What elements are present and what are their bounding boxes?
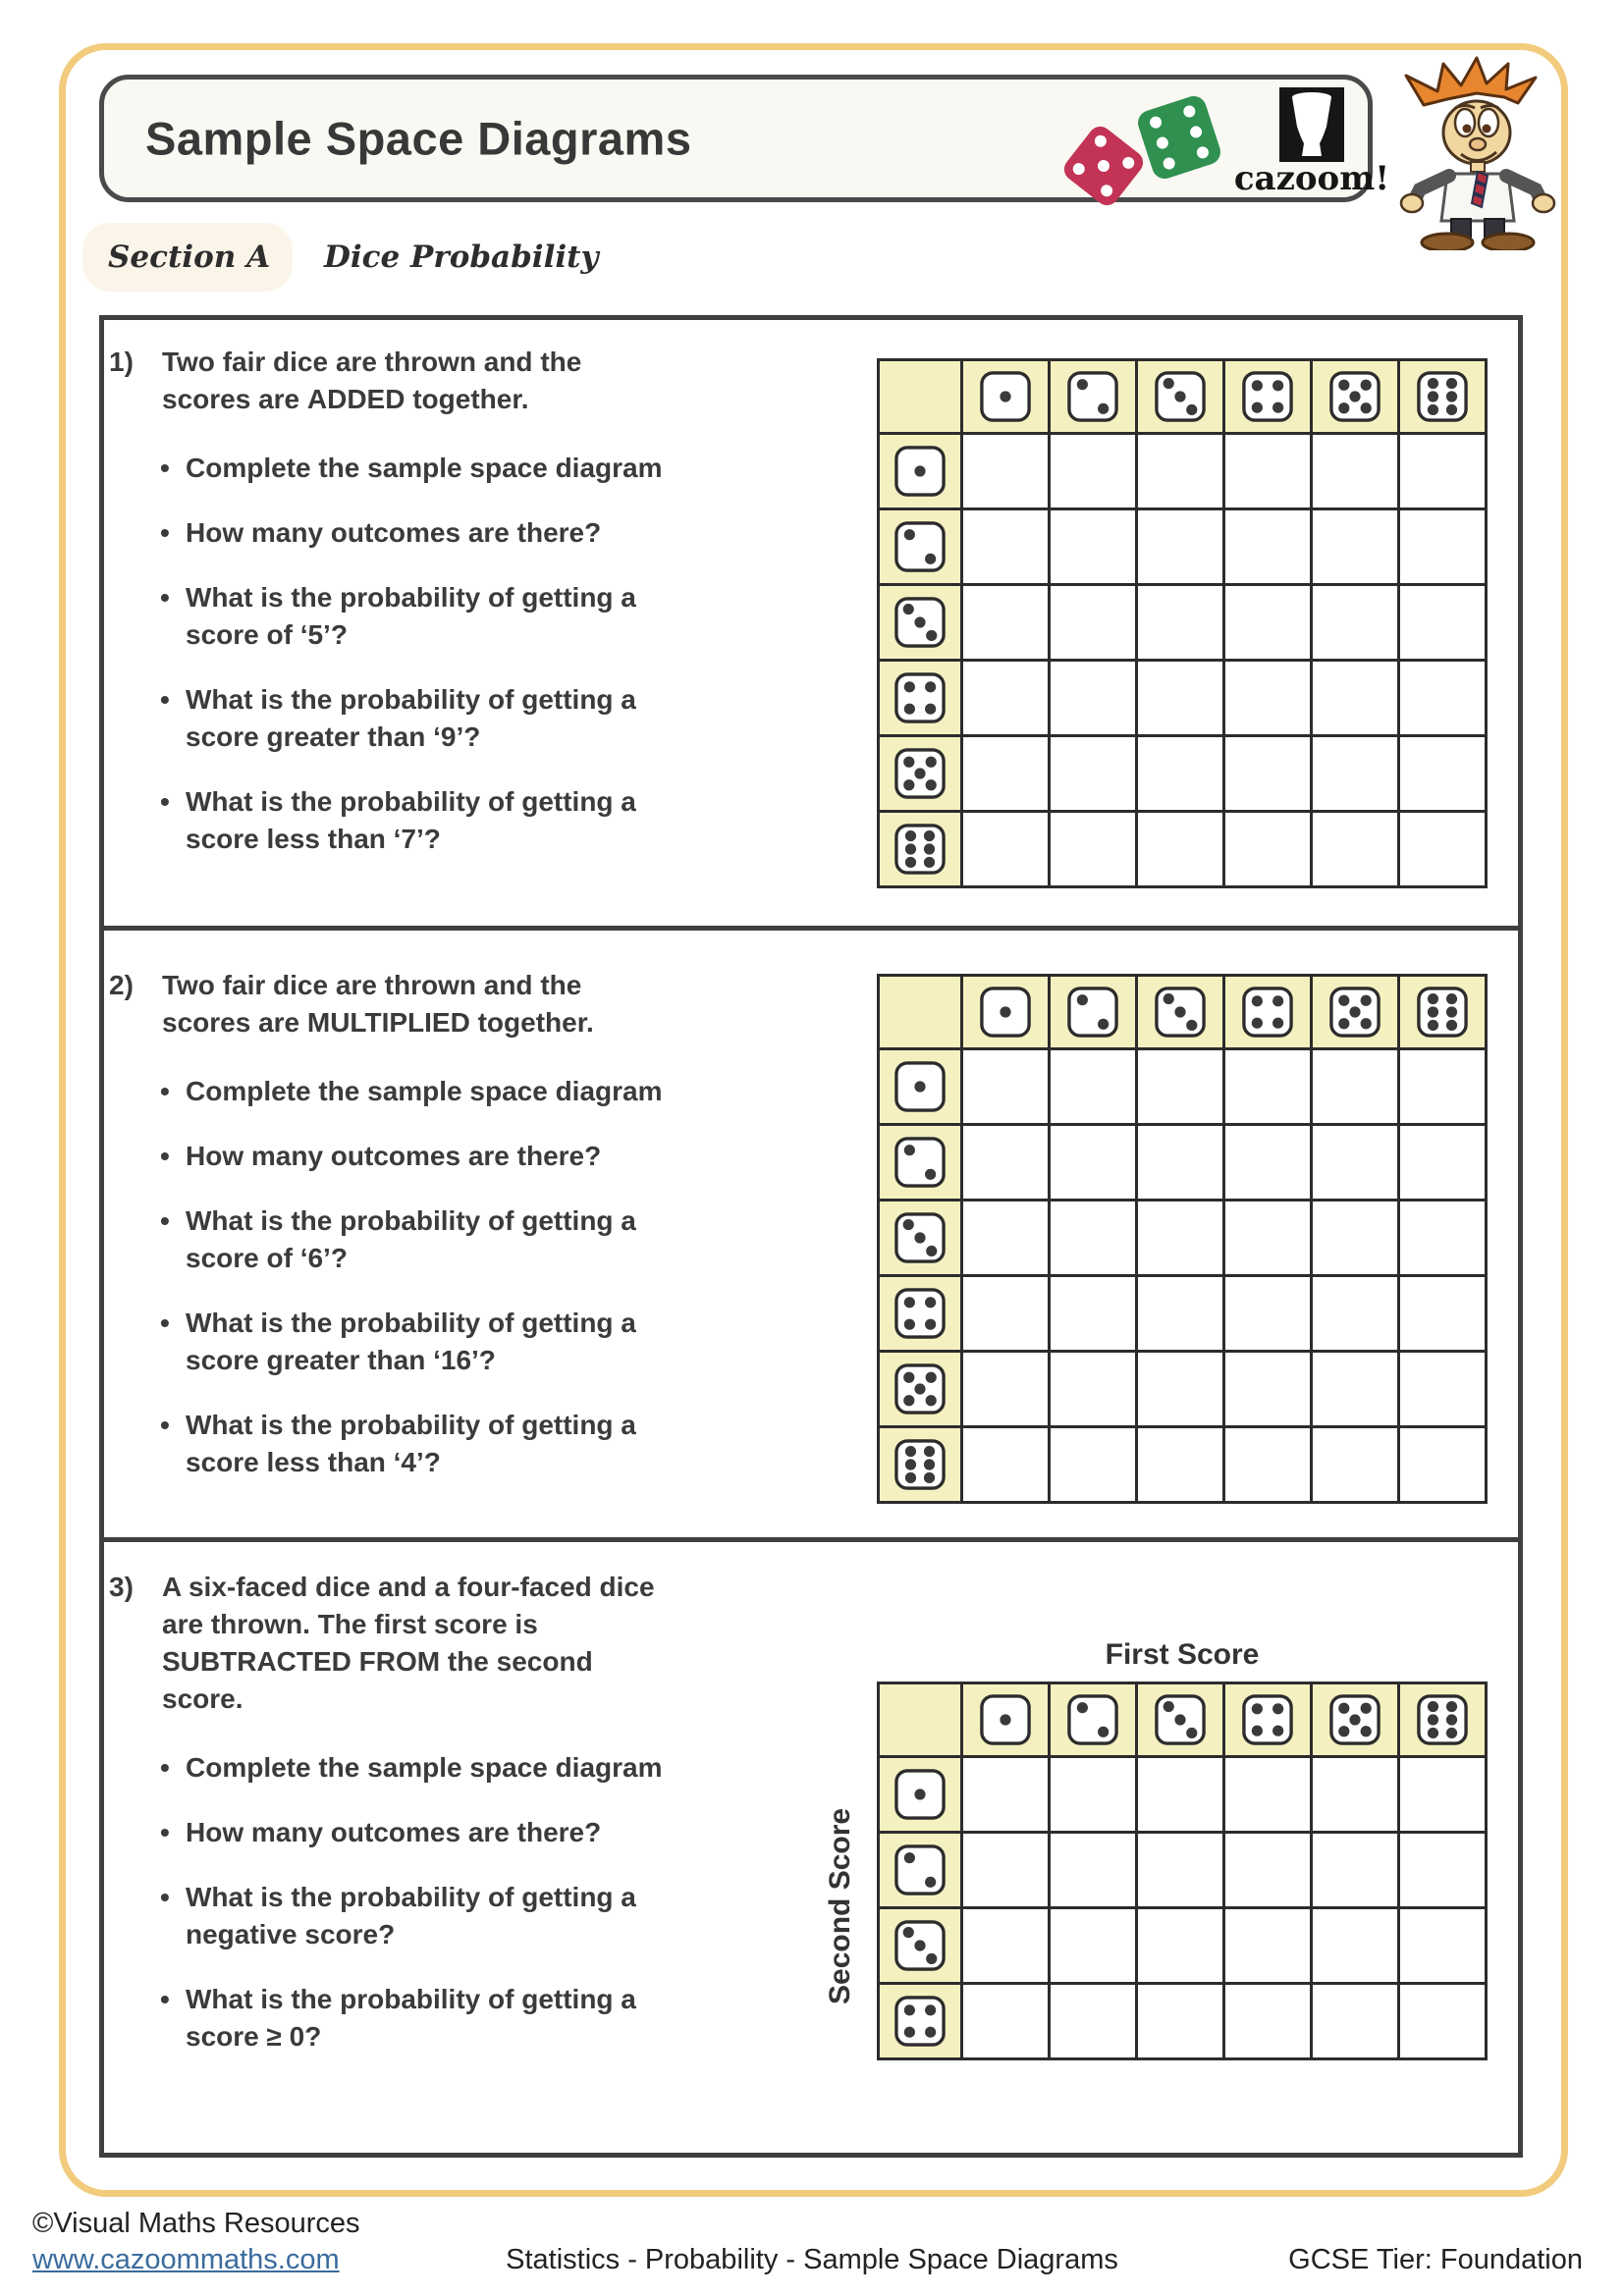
grid-column-header-die-6 xyxy=(1400,1684,1485,1755)
question-1-box xyxy=(99,315,1523,931)
bullet-icon: • xyxy=(160,1817,170,1847)
grid-row-header-die-1 xyxy=(880,1050,960,1123)
grid-answer-cell-r2-c6 xyxy=(1400,1126,1485,1199)
question-bullet xyxy=(160,1305,674,1379)
logo-text: cazoom! xyxy=(1233,159,1390,197)
cazoommaths-link[interactable]: www.cazoommaths.com xyxy=(32,2244,340,2275)
bullet-text: What is the probability of getting a score less than ‘4’? xyxy=(186,1410,636,1477)
grid-column-header-die-5 xyxy=(1313,1684,1397,1755)
grid-answer-cell-r5-c2 xyxy=(1051,1353,1135,1425)
grid-column-header-die-3 xyxy=(1138,361,1222,432)
grid-answer-cell-r2-c5 xyxy=(1313,1834,1397,1906)
grid-answer-cell-r3-c6 xyxy=(1400,1201,1485,1274)
grid-answer-cell-r1-c2 xyxy=(1051,435,1135,507)
grid-answer-cell-r2-c6 xyxy=(1400,510,1485,583)
die-4-icon xyxy=(893,1286,947,1341)
grid-answer-cell-r2-c2 xyxy=(1051,510,1135,583)
grid-answer-cell-r1-c1 xyxy=(963,1758,1048,1831)
worksheet-topic-text: Statistics - Probability - Sample Space Diagrams xyxy=(506,2244,1118,2275)
bullet-icon: • xyxy=(160,1882,170,1912)
die-2-icon xyxy=(893,1135,947,1190)
grid-row-header-die-2 xyxy=(880,1834,960,1906)
grid-column-header-die-1 xyxy=(963,361,1048,432)
bullet-text: How many outcomes are there? xyxy=(186,1817,602,1847)
bullet-text: What is the probability of getting a score of ‘5’? xyxy=(186,582,636,650)
die-2-icon xyxy=(1065,985,1120,1040)
grid-answer-cell-r2-c1 xyxy=(963,1126,1048,1199)
grid-column-header-die-3 xyxy=(1138,1684,1222,1755)
grid-answer-cell-r2-c1 xyxy=(963,1834,1048,1906)
question-intro xyxy=(162,344,658,418)
mascot-character xyxy=(1386,54,1569,250)
sample-space-grid-2 xyxy=(877,974,1488,1504)
question-bullets xyxy=(109,1749,674,2056)
die-3-icon xyxy=(1153,985,1208,1040)
grid-answer-cell-r6-c5 xyxy=(1313,813,1397,885)
grid-answer-cell-r5-c3 xyxy=(1138,1353,1222,1425)
die-3-icon xyxy=(893,595,947,650)
grid-answer-cell-r5-c4 xyxy=(1225,737,1310,810)
grid-answer-cell-r1-c3 xyxy=(1138,1050,1222,1123)
grid-answer-cell-r4-c1 xyxy=(963,662,1048,734)
die-5-icon xyxy=(1327,985,1382,1040)
die-1-icon xyxy=(978,1692,1033,1747)
question-3-box xyxy=(99,1542,1523,2158)
die-5-icon xyxy=(1327,1692,1382,1747)
grid-answer-cell-r1-c5 xyxy=(1313,435,1397,507)
grid-row-header-die-4 xyxy=(880,1985,960,2057)
bullet-icon: • xyxy=(160,684,170,715)
die-4-icon xyxy=(1240,369,1295,424)
question-bullet xyxy=(160,579,674,654)
grid-column-header-die-6 xyxy=(1400,361,1485,432)
bullet-icon: • xyxy=(160,786,170,817)
die-4-icon xyxy=(893,1994,947,2049)
die-3-icon xyxy=(1153,1692,1208,1747)
question-3-text xyxy=(109,1569,674,2083)
grid-answer-cell-r3-c1 xyxy=(963,1201,1048,1274)
grid-answer-cell-r6-c6 xyxy=(1400,1428,1485,1501)
first-score-axis-label: First Score xyxy=(1105,1638,1260,1671)
bullet-text: What is the probability of getting a score less than ‘7’? xyxy=(186,786,636,854)
bullet-text: How many outcomes are there? xyxy=(186,1141,602,1171)
grid-row-header-die-6 xyxy=(880,1428,960,1501)
grid-answer-cell-r4-c5 xyxy=(1313,1985,1397,2057)
bullet-icon: • xyxy=(160,1752,170,1783)
intro-bold: ADDED xyxy=(306,384,406,414)
grid-answer-cell-r6-c4 xyxy=(1225,813,1310,885)
die-5-icon xyxy=(893,746,947,801)
grid-answer-cell-r3-c6 xyxy=(1400,1909,1485,1982)
grid-answer-cell-r1-c3 xyxy=(1138,435,1222,507)
die-5-icon xyxy=(1327,369,1382,424)
grid-answer-cell-r4-c3 xyxy=(1138,1985,1222,2057)
die-1-icon xyxy=(893,1059,947,1114)
bullet-text: What is the probability of getting a score ≥ 0? xyxy=(186,1984,636,2052)
worksheet-header xyxy=(99,75,1390,202)
grid-answer-cell-r1-c1 xyxy=(963,1050,1048,1123)
die-6-icon xyxy=(893,1437,947,1492)
question-2-box xyxy=(99,931,1523,1542)
grid-answer-cell-r3-c5 xyxy=(1313,1909,1397,1982)
grid-answer-cell-r3-c3 xyxy=(1138,1201,1222,1274)
die-1-icon xyxy=(893,444,947,499)
grid-column-header-die-5 xyxy=(1313,361,1397,432)
question-bullet xyxy=(160,681,674,756)
question-1-text xyxy=(109,344,674,885)
grid-answer-cell-r2-c3 xyxy=(1138,1126,1222,1199)
die-4-icon xyxy=(1240,1692,1295,1747)
bullet-icon: • xyxy=(160,517,170,548)
grid-answer-cell-r4-c2 xyxy=(1051,1277,1135,1350)
bullet-icon: • xyxy=(160,582,170,613)
intro-post: the second score. xyxy=(162,1646,593,1714)
grid-answer-cell-r5-c5 xyxy=(1313,737,1397,810)
die-1-icon xyxy=(978,369,1033,424)
sample-space-grid-1 xyxy=(877,358,1488,888)
grid-answer-cell-r6-c2 xyxy=(1051,1428,1135,1501)
grid-answer-cell-r4-c5 xyxy=(1313,1277,1397,1350)
grid-answer-cell-r1-c6 xyxy=(1400,435,1485,507)
grid-column-header-die-1 xyxy=(963,1684,1048,1755)
question-number: 3) xyxy=(109,1572,134,1602)
grid-answer-cell-r4-c3 xyxy=(1138,662,1222,734)
question-bullet xyxy=(160,450,674,487)
grid-answer-cell-r6-c1 xyxy=(963,1428,1048,1501)
bullet-icon: • xyxy=(160,453,170,483)
intro-post: together. xyxy=(469,1007,594,1038)
bullet-text: Complete the sample space diagram xyxy=(186,1076,663,1106)
grid-row-header-die-5 xyxy=(880,1353,960,1425)
intro-pre: Two fair dice are thrown and the scores are xyxy=(162,347,582,414)
grid-row-header-die-3 xyxy=(880,586,960,659)
grid-answer-cell-r3-c5 xyxy=(1313,586,1397,659)
question-bullet xyxy=(160,1879,674,1953)
grid-answer-cell-r1-c5 xyxy=(1313,1050,1397,1123)
bullet-text: What is the probability of getting a score greater than ‘9’? xyxy=(186,684,636,752)
grid-row-header-die-3 xyxy=(880,1201,960,1274)
mascot-body xyxy=(1401,162,1554,250)
mascot-hair xyxy=(1406,58,1536,105)
mascot-face xyxy=(1443,101,1510,164)
grid-answer-cell-r6-c1 xyxy=(963,813,1048,885)
grid-answer-cell-r3-c5 xyxy=(1313,1201,1397,1274)
grid-answer-cell-r6-c6 xyxy=(1400,813,1485,885)
question-bullet xyxy=(160,783,674,858)
grid-answer-cell-r5-c2 xyxy=(1051,737,1135,810)
grid-answer-cell-r3-c1 xyxy=(963,1909,1048,1982)
grid-answer-cell-r2-c4 xyxy=(1225,1126,1310,1199)
grid-answer-cell-r2-c2 xyxy=(1051,1126,1135,1199)
grid-answer-cell-r2-c3 xyxy=(1138,510,1222,583)
second-score-axis-label: Second Score xyxy=(824,1807,856,2005)
bullet-icon: • xyxy=(160,1141,170,1171)
grid-answer-cell-r2-c3 xyxy=(1138,1834,1222,1906)
gcse-tier-text: GCSE Tier: Foundation xyxy=(1288,2244,1583,2275)
grid-column-header-die-4 xyxy=(1225,977,1310,1047)
question-bullets xyxy=(109,450,674,858)
question-bullets xyxy=(109,1073,674,1481)
question-2-text xyxy=(109,967,674,1509)
question-bullet xyxy=(160,1749,674,1787)
grid-answer-cell-r1-c3 xyxy=(1138,1758,1222,1831)
die-6-icon xyxy=(1415,985,1470,1040)
grid-answer-cell-r3-c2 xyxy=(1051,586,1135,659)
question-number: 2) xyxy=(109,970,134,1000)
grid-answer-cell-r1-c2 xyxy=(1051,1758,1135,1831)
grid-answer-cell-r1-c4 xyxy=(1225,1050,1310,1123)
grid-answer-cell-r4-c2 xyxy=(1051,662,1135,734)
intro-pre: Two fair dice are thrown and the scores are xyxy=(162,970,582,1038)
die-2-icon xyxy=(1065,369,1120,424)
grid-answer-cell-r2-c4 xyxy=(1225,510,1310,583)
question-bullet xyxy=(160,1981,674,2056)
grid-answer-cell-r3-c4 xyxy=(1225,1909,1310,1982)
grid-answer-cell-r1-c6 xyxy=(1400,1050,1485,1123)
die-3-icon xyxy=(1153,369,1208,424)
grid-row-header-die-4 xyxy=(880,662,960,734)
grid-answer-cell-r2-c6 xyxy=(1400,1834,1485,1906)
grid-answer-cell-r5-c1 xyxy=(963,737,1048,810)
grid-answer-cell-r5-c6 xyxy=(1400,1353,1485,1425)
grid-answer-cell-r4-c4 xyxy=(1225,662,1310,734)
die-4-icon xyxy=(1240,985,1295,1040)
cazoom-logo xyxy=(1233,87,1390,197)
grid-answer-cell-r3-c3 xyxy=(1138,586,1222,659)
grid-answer-cell-r4-c6 xyxy=(1400,662,1485,734)
bullet-icon: • xyxy=(160,1205,170,1236)
grid-answer-cell-r6-c5 xyxy=(1313,1428,1397,1501)
bullet-text: Complete the sample space diagram xyxy=(186,1752,663,1783)
die-1-icon xyxy=(978,985,1033,1040)
grid-row-header-die-1 xyxy=(880,435,960,507)
grid-column-header-die-6 xyxy=(1400,977,1485,1047)
sample-space-grid-3 xyxy=(877,1682,1488,2060)
die-3-icon xyxy=(893,1918,947,1973)
question-bullet xyxy=(160,514,674,552)
grid-column-header-die-5 xyxy=(1313,977,1397,1047)
grid-answer-cell-r1-c5 xyxy=(1313,1758,1397,1831)
section-chip xyxy=(82,223,293,292)
section-title: Dice Probability xyxy=(324,240,599,275)
grid-answer-cell-r4-c4 xyxy=(1225,1277,1310,1350)
grid-answer-cell-r2-c2 xyxy=(1051,1834,1135,1906)
question-bullet xyxy=(160,1407,674,1481)
grid-answer-cell-r4-c4 xyxy=(1225,1985,1310,2057)
grid-answer-cell-r2-c5 xyxy=(1313,1126,1397,1199)
intro-bold: SUBTRACTED FROM xyxy=(162,1646,441,1677)
question-bullet xyxy=(160,1202,674,1277)
bullet-text: Complete the sample space diagram xyxy=(186,453,663,483)
grid-answer-cell-r3-c1 xyxy=(963,586,1048,659)
copyright-text: ©Visual Maths Resources xyxy=(32,2208,360,2239)
grid-answer-cell-r3-c4 xyxy=(1225,586,1310,659)
die-6-icon xyxy=(893,822,947,877)
grid-corner-cell xyxy=(880,977,960,1047)
bullet-icon: • xyxy=(160,1076,170,1106)
grid-row-header-die-2 xyxy=(880,510,960,583)
grid-answer-cell-r5-c6 xyxy=(1400,737,1485,810)
bullet-text: What is the probability of getting a score of ‘6’? xyxy=(186,1205,636,1273)
grid-answer-cell-r6-c2 xyxy=(1051,813,1135,885)
grid-column-header-die-2 xyxy=(1051,977,1135,1047)
grid-answer-cell-r1-c1 xyxy=(963,435,1048,507)
mascot-shoes xyxy=(1422,234,1534,250)
grid-answer-cell-r6-c4 xyxy=(1225,1428,1310,1501)
grid-answer-cell-r1-c4 xyxy=(1225,435,1310,507)
green-die-icon xyxy=(1125,83,1233,191)
grid-row-header-die-3 xyxy=(880,1909,960,1982)
grid-answer-cell-r4-c1 xyxy=(963,1985,1048,2057)
grid-answer-cell-r4-c3 xyxy=(1138,1277,1222,1350)
question-intro xyxy=(162,967,658,1041)
question-number: 1) xyxy=(109,347,134,377)
die-2-icon xyxy=(893,1842,947,1897)
intro-bold: MULTIPLIED xyxy=(306,1007,470,1038)
die-6-icon xyxy=(1415,1692,1470,1747)
question-intro xyxy=(162,1569,658,1718)
grid-answer-cell-r4-c1 xyxy=(963,1277,1048,1350)
bullet-text: What is the probability of getting a score greater than ‘16’? xyxy=(186,1308,636,1375)
grid-answer-cell-r1-c4 xyxy=(1225,1758,1310,1831)
grid-answer-cell-r6-c3 xyxy=(1138,1428,1222,1501)
die-2-icon xyxy=(1065,1692,1120,1747)
grid-column-header-die-1 xyxy=(963,977,1048,1047)
grid-answer-cell-r4-c5 xyxy=(1313,662,1397,734)
grid-answer-cell-r3-c2 xyxy=(1051,1201,1135,1274)
grid-row-header-die-2 xyxy=(880,1126,960,1199)
grid-answer-cell-r1-c2 xyxy=(1051,1050,1135,1123)
grid-answer-cell-r5-c4 xyxy=(1225,1353,1310,1425)
die-4-icon xyxy=(893,670,947,725)
question-bullet xyxy=(160,1073,674,1110)
bullet-text: How many outcomes are there? xyxy=(186,517,602,548)
grid-answer-cell-r2-c5 xyxy=(1313,510,1397,583)
grid-column-header-die-4 xyxy=(1225,1684,1310,1755)
grid-answer-cell-r3-c6 xyxy=(1400,586,1485,659)
intro-pre: A six-faced dice and a four-faced dice are thrown. The first score is xyxy=(162,1572,655,1639)
grid-answer-cell-r4-c6 xyxy=(1400,1277,1485,1350)
grid-answer-cell-r2-c4 xyxy=(1225,1834,1310,1906)
grid-corner-cell xyxy=(880,361,960,432)
grid-answer-cell-r4-c2 xyxy=(1051,1985,1135,2057)
die-3-icon xyxy=(893,1210,947,1265)
section-label: Section A xyxy=(108,240,271,275)
bullet-text: What is the probability of getting a negative score? xyxy=(186,1882,636,1949)
die-2-icon xyxy=(893,519,947,574)
grid-corner-cell xyxy=(880,1684,960,1755)
grid-row-header-die-4 xyxy=(880,1277,960,1350)
question-bullet xyxy=(160,1138,674,1175)
bullet-icon: • xyxy=(160,1410,170,1440)
grid-column-header-die-2 xyxy=(1051,361,1135,432)
grid-answer-cell-r5-c5 xyxy=(1313,1353,1397,1425)
grid-row-header-die-1 xyxy=(880,1758,960,1831)
question-bullet xyxy=(160,1814,674,1851)
grid-answer-cell-r2-c1 xyxy=(963,510,1048,583)
die-5-icon xyxy=(893,1362,947,1416)
bullet-icon: • xyxy=(160,1984,170,2014)
grid-answer-cell-r3-c2 xyxy=(1051,1909,1135,1982)
grid-column-header-die-2 xyxy=(1051,1684,1135,1755)
die-1-icon xyxy=(893,1767,947,1822)
grid-column-header-die-4 xyxy=(1225,361,1310,432)
grid-answer-cell-r6-c3 xyxy=(1138,813,1222,885)
grid-answer-cell-r4-c6 xyxy=(1400,1985,1485,2057)
grid-answer-cell-r3-c3 xyxy=(1138,1909,1222,1982)
grid-column-header-die-3 xyxy=(1138,977,1222,1047)
grid-answer-cell-r3-c4 xyxy=(1225,1201,1310,1274)
grid-row-header-die-6 xyxy=(880,813,960,885)
grid-answer-cell-r5-c3 xyxy=(1138,737,1222,810)
die-6-icon xyxy=(1415,369,1470,424)
grid-answer-cell-r5-c1 xyxy=(963,1353,1048,1425)
grid-answer-cell-r1-c6 xyxy=(1400,1758,1485,1831)
bullet-icon: • xyxy=(160,1308,170,1338)
grid-row-header-die-5 xyxy=(880,737,960,810)
intro-post: together. xyxy=(405,384,529,414)
page-title: Sample Space Diagrams xyxy=(145,112,692,165)
